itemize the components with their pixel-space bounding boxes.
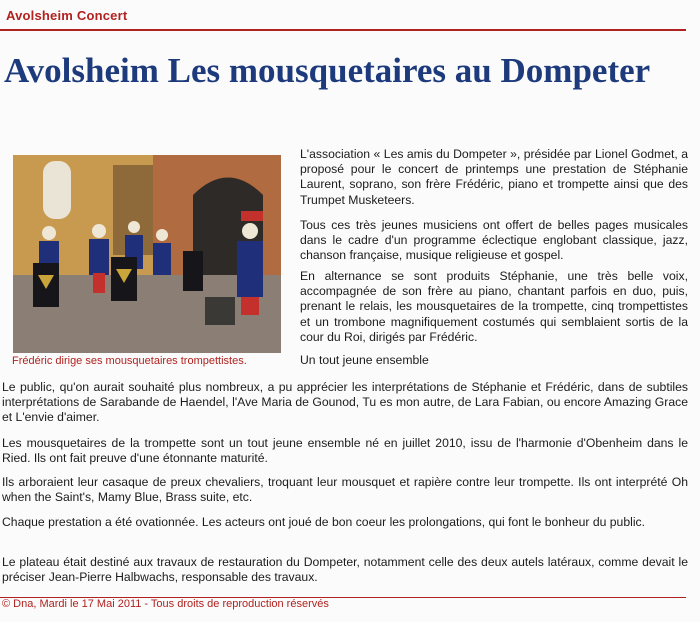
- article-photo: [13, 155, 281, 353]
- paragraph-2: Tous ces très jeunes musiciens ont offert de belles pages musicales dans le cadre d'un programme éclectique englobant classique, jazz, chanson française, musique religieuse et gospel.: [300, 218, 688, 263]
- concert-photo-illustration: [13, 155, 281, 353]
- paragraph-1: L'association « Les amis du Dompeter », présidée par Lionel Godmet, a proposé pour le concert de printemps une prestation de Stéphanie Laurent, soprano, son frère Frédéric, piano et trompette ainsi que des Trumpet Musketeers.: [300, 147, 688, 207]
- paragraph-3: En alternance se sont produits Stéphanie, une très belle voix, accompagnée de son frère au piano, chantant parfois en duo, puis, prenant le relais, les mousquetaires de la trompette, cinq trompettistes et un trombone magnifiquement costumés qui semblaient sortis de la cour du Roi, dirigés par Frédéric.: [300, 269, 688, 344]
- section-kicker: Avolsheim Concert: [6, 8, 128, 23]
- article-title: Avolsheim Les mousquetaires au Dompeter: [4, 51, 651, 90]
- paragraph-5: Les mousquetaires de la trompette sont un tout jeune ensemble né en juillet 2010, issu de l'harmonie d'Obenheim dans le Ried. Ils ont fait preuve d'une étonnante maturité.: [2, 436, 688, 466]
- subheading: Un tout jeune ensemble: [300, 353, 429, 367]
- copyright-credit: © Dna, Mardi le 17 Mai 2011 - Tous droits de reproduction réservés: [2, 598, 329, 610]
- paragraph-8: Le plateau était destiné aux travaux de restauration du Dompeter, notamment celle des deux autels latéraux, comme devait le préciser Jean-Pierre Halbwachs, responsable des travaux.: [2, 555, 688, 585]
- paragraph-7: Chaque prestation a été ovationnée. Les acteurs ont joué de bon coeur les prolongations, qui font le bonheur du public.: [2, 515, 646, 529]
- paragraph-4: Le public, qu'on aurait souhaité plus nombreux, a pu apprécier les interprétations de Stéphanie et Frédéric, dans de subtiles interprétations de Sarabande de Haendel, l'Ave Maria de Gounod, Tu es mon autre, de Lara Fabian, ou encore Amazing Grace et L'envie d'aimer.: [2, 380, 688, 425]
- paragraph-6: Ils arboraient leur casaque de preux chevaliers, troquant leur mousquet et rapière contre leur trompette. Ils ont interprété Oh when the Saint's, Mamy Blue, Brass suite, etc.: [2, 475, 688, 505]
- photo-caption: Frédéric dirige ses mousquetaires trompettistes.: [12, 355, 247, 367]
- header-rule: [0, 29, 686, 31]
